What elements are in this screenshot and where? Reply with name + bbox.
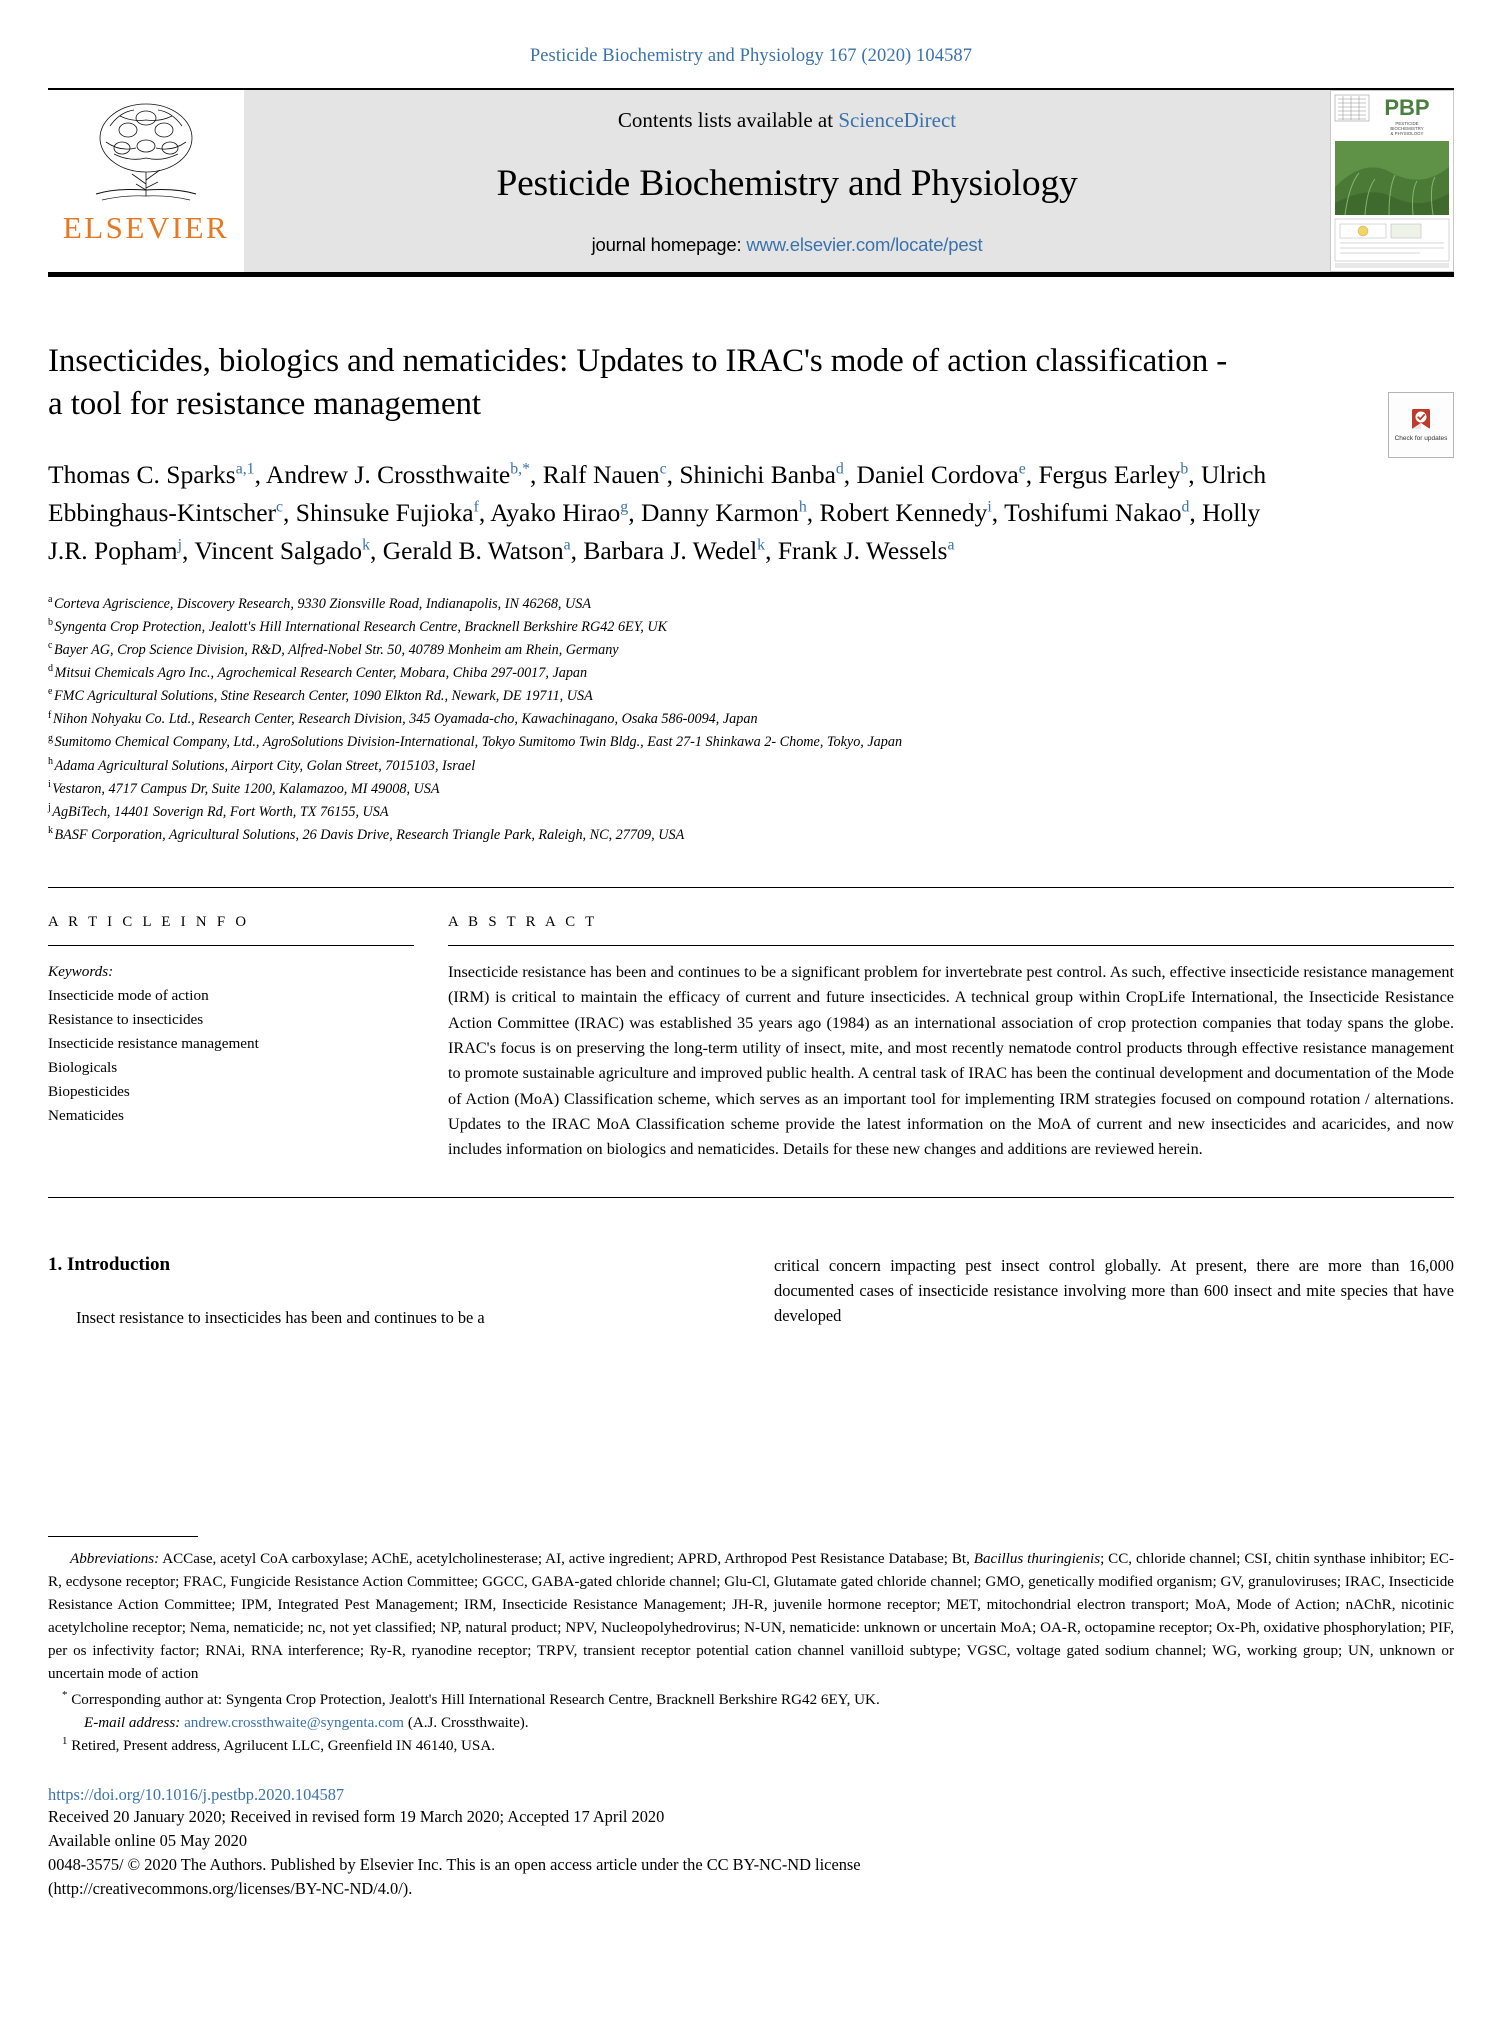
keyword-item: Biologicals bbox=[48, 1059, 118, 1077]
journal-title: Pesticide Biochemistry and Physiology bbox=[496, 163, 1078, 204]
corresponding-author-mark: * bbox=[62, 1688, 68, 1701]
affiliation-item bbox=[48, 778, 1454, 801]
author-affiliation-mark: b,* bbox=[510, 460, 530, 478]
introduction-left-column bbox=[48, 1254, 728, 1331]
affiliation-item bbox=[48, 731, 1454, 754]
doi-link[interactable]: https://doi.org/10.1016/j.pestbp.2020.104587 bbox=[48, 1784, 345, 1804]
journal-cover-thumbnail bbox=[1330, 90, 1454, 272]
keyword-item: Insecticide mode of action bbox=[48, 987, 209, 1005]
author-affiliation-mark: a bbox=[563, 536, 571, 554]
introduction-heading: 1. Introduction bbox=[48, 1253, 171, 1275]
affiliation-mark: e bbox=[48, 686, 53, 698]
affiliation-mark: h bbox=[48, 755, 53, 767]
abbreviations-text-part-2: ; CC, chloride channel; CSI, chitin synthase inhibitor; EC-R, ecdysone receptor; FRAC, Fungicide Resistance Action Committee; GGCC, GABA-gated chloride channel; Glu-Cl, Glutamate gated chloride channel; GMO, genetically modified organism; GV, granuloviruses; IRAC, Insecticide Resistance Action Committee; IPM, Integrated Pest Management; IRM, Insecticide Resistance Management; JH-R, juvenile hormone receptor; MET, mitochondrial electron transport; MoA, Mode of Action; nAChR, nicotinic acetylcholine receptor; Nema, nematicide; nc, not yet classified; NP, natural product; NPV, Nucleopolyhedrovirus; N-UN, nematicide: unknown or uncertain MoA; OA-R, octopamine receptor; Ox-Ph, oxidative phosphorylation; PIF, per os infectivity factor; RNAi, RNA interference; Ry-R, ryanodine receptor; TRPV, transient receptor potential cation channel vanilloid subtype; VGSC, voltage gated sodium channel; WG, working group; UN, unknown or uncertain mode of action bbox=[48, 1551, 1454, 1682]
abstract-column bbox=[448, 914, 1454, 1163]
crossmark-check-for-updates-badge[interactable] bbox=[1388, 392, 1454, 458]
author-affiliation-mark: d bbox=[835, 460, 844, 478]
check-for-updates-label: Check for updates bbox=[1394, 435, 1448, 443]
author-affiliation-mark: c bbox=[659, 460, 667, 478]
author-affiliation-mark: k bbox=[362, 536, 370, 554]
crossmark-icon bbox=[1408, 407, 1434, 433]
introduction-left-paragraph: Insect resistance to insecticides has been and continues to be a bbox=[76, 1307, 485, 1327]
masthead-bottom-rule bbox=[48, 272, 1454, 277]
author-affiliation-mark: e bbox=[1018, 460, 1026, 478]
author-name: Shinichi Banba bbox=[679, 459, 836, 489]
affiliation-text: Corteva Agriscience, Discovery Research, 9330 Zionsville Road, Indianapolis, IN 46268, USA bbox=[53, 595, 592, 612]
affiliation-text: Adama Agricultural Solutions, Airport City, Golan Street, 7015103, Israel bbox=[54, 757, 476, 774]
author-name: Vincent Salgado bbox=[194, 536, 363, 566]
affiliation-item bbox=[48, 755, 1454, 778]
affiliation-item bbox=[48, 824, 1454, 847]
author-name: Ayako Hirao bbox=[490, 498, 621, 528]
masthead-center bbox=[244, 90, 1330, 272]
author-name: Andrew J. Crossthwaite bbox=[265, 459, 511, 489]
author-name: Barbara J. Wedel bbox=[583, 536, 758, 566]
article-info-column bbox=[48, 914, 448, 1163]
affiliation-text: Sumitomo Chemical Company, Ltd., AgroSolutions Division-International, Tokyo Sumitomo Twin Bldg., East 27-1 Shinkawa 2- Chome, Tokyo, Japan bbox=[54, 734, 903, 751]
running-header: Pesticide Biochemistry and Physiology 167 (2020) 104587 bbox=[529, 46, 973, 66]
keyword-item: Insecticide resistance management bbox=[48, 1035, 259, 1053]
author-name: Shinsuke Fujioka bbox=[295, 498, 474, 528]
author-name: Fergus Earley bbox=[1038, 459, 1181, 489]
email-suffix: (A.J. Crossthwaite). bbox=[404, 1715, 529, 1732]
retired-note-text: Retired, Present address, Agrilucent LLC, Greenfield IN 46140, USA. bbox=[67, 1738, 496, 1755]
abstract-heading: A B S T R A C T bbox=[448, 914, 598, 931]
info-block-bottom-rule bbox=[48, 1197, 1454, 1198]
abbreviations-label: Abbreviations: bbox=[70, 1551, 160, 1567]
author-list: Thomas C. Sparks$^{a,1}$, Andrew J. Crossthwaite$^{b,*}$, Ralf Nauen$^c$, Shinichi Banba$^d$, Daniel Cordova$^e$, Fergus Earley$^b$, Ulrich Ebbinghaus-Kintscher$^c$, Shinsuke Fujioka$^f$, Ayako Hirao$^g$, Danny Karmon$^h$, Robert Kennedy$^i$, Toshifumi Nakao$^d$, Holly J.R. Popham$^j$, Vincent Salgado$^k$, Gerald B. Watson$^a$, Barbara J. Wedel$^k$, Frank J. Wessels$^a$ bbox=[48, 459, 1267, 566]
corresponding-author-text: Corresponding author at: Syngenta Crop Protection, Jealott's Hill International Research Centre, Bracknell Berkshire RG42 6EY, UK. bbox=[67, 1691, 880, 1708]
copyright-line: 0048-3575/ © 2020 The Authors. Published by Elsevier Inc. This is an open access article under the CC BY-NC-ND license bbox=[48, 1854, 861, 1874]
keyword-item: Biopesticides bbox=[48, 1083, 130, 1101]
author-affiliation-mark: j bbox=[177, 536, 183, 554]
info-abstract-block bbox=[48, 887, 1454, 1163]
affiliation-mark: b bbox=[48, 616, 53, 628]
author-name: Toshifumi Nakao bbox=[1004, 498, 1182, 528]
keyword-item: Resistance to insecticides bbox=[48, 1011, 204, 1029]
affiliation-text: Bayer AG, Crop Science Division, R&D, Alfred-Nobel Str. 50, 40789 Monheim am Rhein, Germany bbox=[53, 641, 619, 658]
elsevier-logo bbox=[48, 90, 244, 272]
affiliation-item bbox=[48, 639, 1454, 662]
author-name: Frank J. Wessels bbox=[777, 536, 948, 566]
affiliation-item bbox=[48, 708, 1454, 731]
journal-masthead bbox=[48, 88, 1454, 272]
author-name: Danny Karmon bbox=[640, 498, 799, 528]
elsevier-wordmark: ELSEVIER bbox=[62, 210, 230, 245]
abbreviations-text-part-1: ACCase, acetyl CoA carboxylase; AChE, acetylcholinesterase; AI, active ingredient; APRD, Arthropod Pest Resistance Database; Bt, bbox=[159, 1551, 974, 1567]
author-affiliation-mark: k bbox=[757, 536, 766, 554]
affiliation-mark: d bbox=[48, 663, 53, 675]
author-affiliation-mark: d bbox=[1181, 498, 1190, 516]
keywords-label: Keywords: bbox=[48, 963, 114, 981]
affiliation-text: AgBiTech, 14401 Soverign Rd, Fort Worth, TX 76155, USA bbox=[52, 803, 389, 820]
affiliation-mark: a bbox=[48, 593, 53, 605]
introduction-right-column bbox=[774, 1254, 1454, 1331]
corresponding-author-note bbox=[48, 1689, 1454, 1712]
author-name: Ulrich Ebbinghaus-Kintscher bbox=[48, 459, 1267, 528]
author-affiliation-mark: f bbox=[473, 498, 479, 516]
footnote-separator-rule bbox=[48, 1536, 198, 1537]
author-name: Thomas C. Sparks bbox=[48, 459, 236, 489]
affiliation-mark: f bbox=[48, 709, 52, 721]
svg-text:PESTICIDE: PESTICIDE bbox=[1395, 121, 1419, 126]
homepage-prefix: journal homepage: bbox=[591, 234, 747, 255]
affiliation-mark: g bbox=[48, 732, 53, 744]
svg-text:PBP: PBP bbox=[1384, 95, 1430, 120]
license-url-line: (http://creativecommons.org/licenses/BY-NC-ND/4.0/). bbox=[48, 1878, 413, 1898]
affiliation-item bbox=[48, 662, 1454, 685]
keyword-list bbox=[48, 984, 414, 1128]
svg-text:BIOCHEMISTRY: BIOCHEMISTRY bbox=[1390, 126, 1424, 131]
affiliation-text: BASF Corporation, Agricultural Solutions, 26 Davis Drive, Research Triangle Park, Raleigh, NC, 27709, USA bbox=[54, 826, 685, 843]
abstract-text: Insecticide resistance has been and continues to be a significant problem for invertebrate pest control. As such, effective insecticide resistance management (IRM) is critical to maintain the efficacy of current and future insecticides. A technical group within CropLife International, the Insecticide Resistance Action Committee (IRAC) was established 35 years ago (1984) as an international association of crop protection companies that today spans the globe. IRAC's focus is on preserving the long-term utility of insect, mite, and most recently nematode control products through effective resistance management to promote sustainable agriculture and improved public health. A central task of IRAC has been the continual development and documentation of the Mode of Action (MoA) Classification scheme, which serves as an important tool for implementing IRM strategies focused on compound rotation / alternations. Updates to the IRAC MoA Classification scheme provide the latest information on the MoA of current and new insecticides and acaricides, and now includes information on biologics and nematicides. Details for these new changes and additions are reviewed herein. bbox=[448, 963, 1454, 1159]
author-name: Daniel Cordova bbox=[856, 459, 1019, 489]
author-affiliation-mark: i bbox=[987, 498, 992, 516]
abbreviations-note bbox=[48, 1548, 1454, 1686]
author-affiliation-mark: g bbox=[620, 498, 629, 516]
affiliation-item bbox=[48, 801, 1454, 824]
cover-artwork-icon bbox=[1331, 91, 1453, 271]
author-affiliation-mark: a,1 bbox=[235, 460, 255, 478]
author-affiliation-mark: b bbox=[1180, 460, 1189, 478]
author-affiliation-mark: c bbox=[276, 498, 284, 516]
affiliation-text: Nihon Nohyaku Co. Ltd., Research Center, Research Division, 345 Oyamada-cho, Kawachinagano, Osaka 586-0094, Japan bbox=[52, 711, 758, 728]
article-info-divider bbox=[48, 945, 414, 946]
affiliation-text: FMC Agricultural Solutions, Stine Research Center, 1090 Elkton Rd., Newark, DE 19711, USA bbox=[53, 688, 593, 705]
author-name: Ralf Nauen bbox=[542, 459, 660, 489]
retired-author-note bbox=[48, 1735, 1454, 1758]
sciencedirect-link[interactable]: ScienceDirect bbox=[838, 108, 957, 132]
svg-text:& PHYSIOLOGY: & PHYSIOLOGY bbox=[1390, 131, 1424, 136]
abbreviations-italic-species: Bacillus thuringienis bbox=[973, 1551, 1101, 1567]
journal-homepage-link[interactable]: www.elsevier.com/locate/pest bbox=[746, 234, 983, 255]
keyword-item: Nematicides bbox=[48, 1107, 124, 1125]
affiliation-mark: i bbox=[48, 778, 51, 790]
affiliation-mark: c bbox=[48, 640, 53, 652]
affiliation-text: Mitsui Chemicals Agro Inc., Agrochemical Research Center, Mobara, Chiba 297-0017, Japan bbox=[54, 664, 588, 681]
affiliation-item bbox=[48, 685, 1454, 708]
footnote-zone bbox=[48, 1536, 1454, 1901]
elsevier-tree-icon bbox=[76, 96, 216, 208]
affiliation-item bbox=[48, 593, 1454, 616]
article-title: Insecticides, biologics and nematicides: Updates to IRAC's mode of action classification - a tool for resistance management bbox=[48, 343, 1228, 422]
author-affiliation-mark: h bbox=[798, 498, 807, 516]
introduction-right-paragraph: critical concern impacting pest insect control globally. At present, there are more than 16,000 documented cases of insecticide resistance involving more than 600 insect and mite species that have developed bbox=[774, 1255, 1454, 1325]
author-name: Gerald B. Watson bbox=[382, 536, 564, 566]
introduction-section bbox=[48, 1254, 1454, 1331]
contents-prefix: Contents lists available at bbox=[617, 108, 839, 132]
email-label: E-mail address: bbox=[84, 1715, 181, 1732]
author-affiliation-mark: a bbox=[947, 536, 955, 554]
abstract-divider bbox=[448, 945, 1454, 946]
available-online: Available online 05 May 2020 bbox=[48, 1830, 248, 1850]
affiliation-item bbox=[48, 616, 1454, 639]
email-link[interactable]: andrew.crossthwaite@syngenta.com bbox=[184, 1715, 405, 1732]
affiliation-text: Vestaron, 4717 Campus Dr, Suite 1200, Kalamazoo, MI 49008, USA bbox=[52, 780, 440, 797]
author-name: Holly J.R. Popham bbox=[48, 498, 1261, 566]
contents-available-line bbox=[618, 108, 956, 133]
article-info-heading: A R T I C L E I N F O bbox=[48, 914, 250, 931]
affiliation-list bbox=[48, 593, 1454, 848]
affiliation-mark: k bbox=[48, 825, 53, 837]
author-name: Robert Kennedy bbox=[819, 498, 988, 528]
affiliation-mark: j bbox=[48, 802, 51, 814]
affiliation-text: Syngenta Crop Protection, Jealott's Hill International Research Centre, Bracknell Berkshire RG42 6EY, UK bbox=[54, 618, 668, 635]
publication-history: Received 20 January 2020; Received in revised form 19 March 2020; Accepted 17 April 2020 bbox=[48, 1806, 665, 1826]
journal-homepage-line bbox=[592, 234, 983, 256]
retired-note-mark: 1 bbox=[62, 1735, 68, 1748]
email-address-note bbox=[48, 1712, 1454, 1735]
